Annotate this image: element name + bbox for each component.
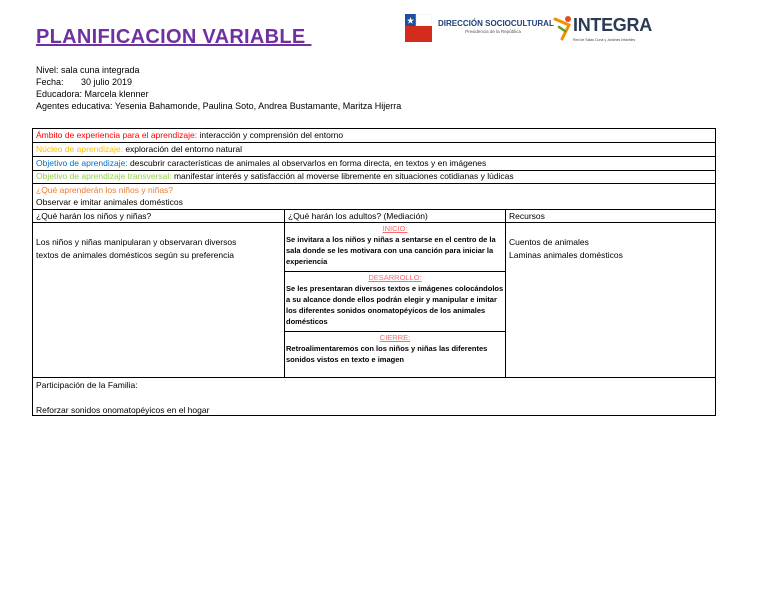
objetivo-value: descubrir características de animales al observarlos en forma directa, en textos y en imágenes [127,158,487,168]
gov-logo-text [438,19,554,35]
objetivo-label: Objetivo de aprendizaje: [36,158,128,168]
cierre-text: Retroalimentaremos con los niños y niñas las diferentes sonidos vistos en texto e imagen [286,344,488,364]
planning-metadata [36,64,401,112]
transversal-value: manifestar interés y satisfacción al moverse libremente en situaciones cotidianas y lúdicas [171,171,514,181]
transversal-label: Objetivo de aprendizaje transversal: [36,171,172,181]
desarrollo-section [286,272,504,327]
objetivo-row [36,157,486,169]
recursos-line2: Laminas animales domésticos [509,250,623,260]
nivel-line: Nivel: sala cuna integrada [36,65,140,75]
integra-figure-icon [553,15,573,41]
que-aprenderan-label: ¿Qué aprenderán los niños y niñas? [36,185,174,195]
ambito-label: Ámbito de experiencia para el aprendizaje: [36,130,198,140]
inicio-section [286,223,504,267]
row-divider [33,377,715,378]
fecha-line: Fecha: 30 julio 2019 [36,77,133,87]
ninos-line1: Los niños y niñas manipularan y observaran diversos [36,237,237,247]
page-title: PLANIFICACION VARIABLE [36,26,312,48]
gov-logo-line2: Presidencia de la República [465,29,521,34]
que-aprenderan-value: Observar e imitar animales domésticos [36,197,183,207]
transversal-row [36,170,514,182]
column-divider [284,209,285,377]
familia-label: Participación de la Familia: [36,380,138,390]
col-recursos-header: Recursos [509,211,545,221]
col-ninos-header: ¿Qué harán los niños y niñas? [36,211,152,221]
integra-logo [553,13,652,47]
chile-government-logo [405,14,432,42]
familia-value: Reforzar sonidos onomatopéyicos en el hogar [36,405,210,415]
nucleo-row [36,143,242,155]
ambito-row [36,129,343,141]
inicio-text: Se invitara a los niños y niñas a sentarse en el centro de la sala donde se les motivara con una canción para iniciar la experiencia [286,235,496,266]
desarrollo-text: Se les presentaran diversos textos e imágenes colocándolos a su alcance donde ellos podrán elegir y manipular e imitar los diferentes sonidos onomatopéyicos de los animales domésticos [286,284,504,326]
column-divider [505,209,506,377]
ambito-value: interacción y comprensión del entorno [197,130,344,140]
recursos-line1: Cuentos de animales [509,237,589,247]
integra-tagline: Red de Salas Cuna y Jardines Infantiles [573,38,636,42]
nucleo-label: Núcleo de aprendizaje: [36,144,123,154]
agentes-line: Agentes educativa: Yesenia Bahamonde, Paulina Soto, Andrea Bustamante, Maritza Hijerra [36,101,402,111]
desarrollo-heading: DESARROLLO: [368,273,422,282]
gov-logo-line1: DIRECCIÓN SOCIOCULTURAL [438,19,554,28]
planning-table [32,128,716,416]
cierre-section [286,332,504,365]
inicio-heading: INICIO: [382,224,408,233]
educadora-line: Educadora: Marcela klenner [36,89,149,99]
nucleo-value: exploración del entorno natural [122,144,243,154]
integra-wordmark: INTEGRA [573,15,652,35]
ninos-line2: textos de animales domésticos según su preferencia [36,250,234,260]
cierre-heading: CIERRE: [379,333,411,342]
col-adultos-header: ¿Qué harán los adultos? (Mediación) [288,211,428,221]
